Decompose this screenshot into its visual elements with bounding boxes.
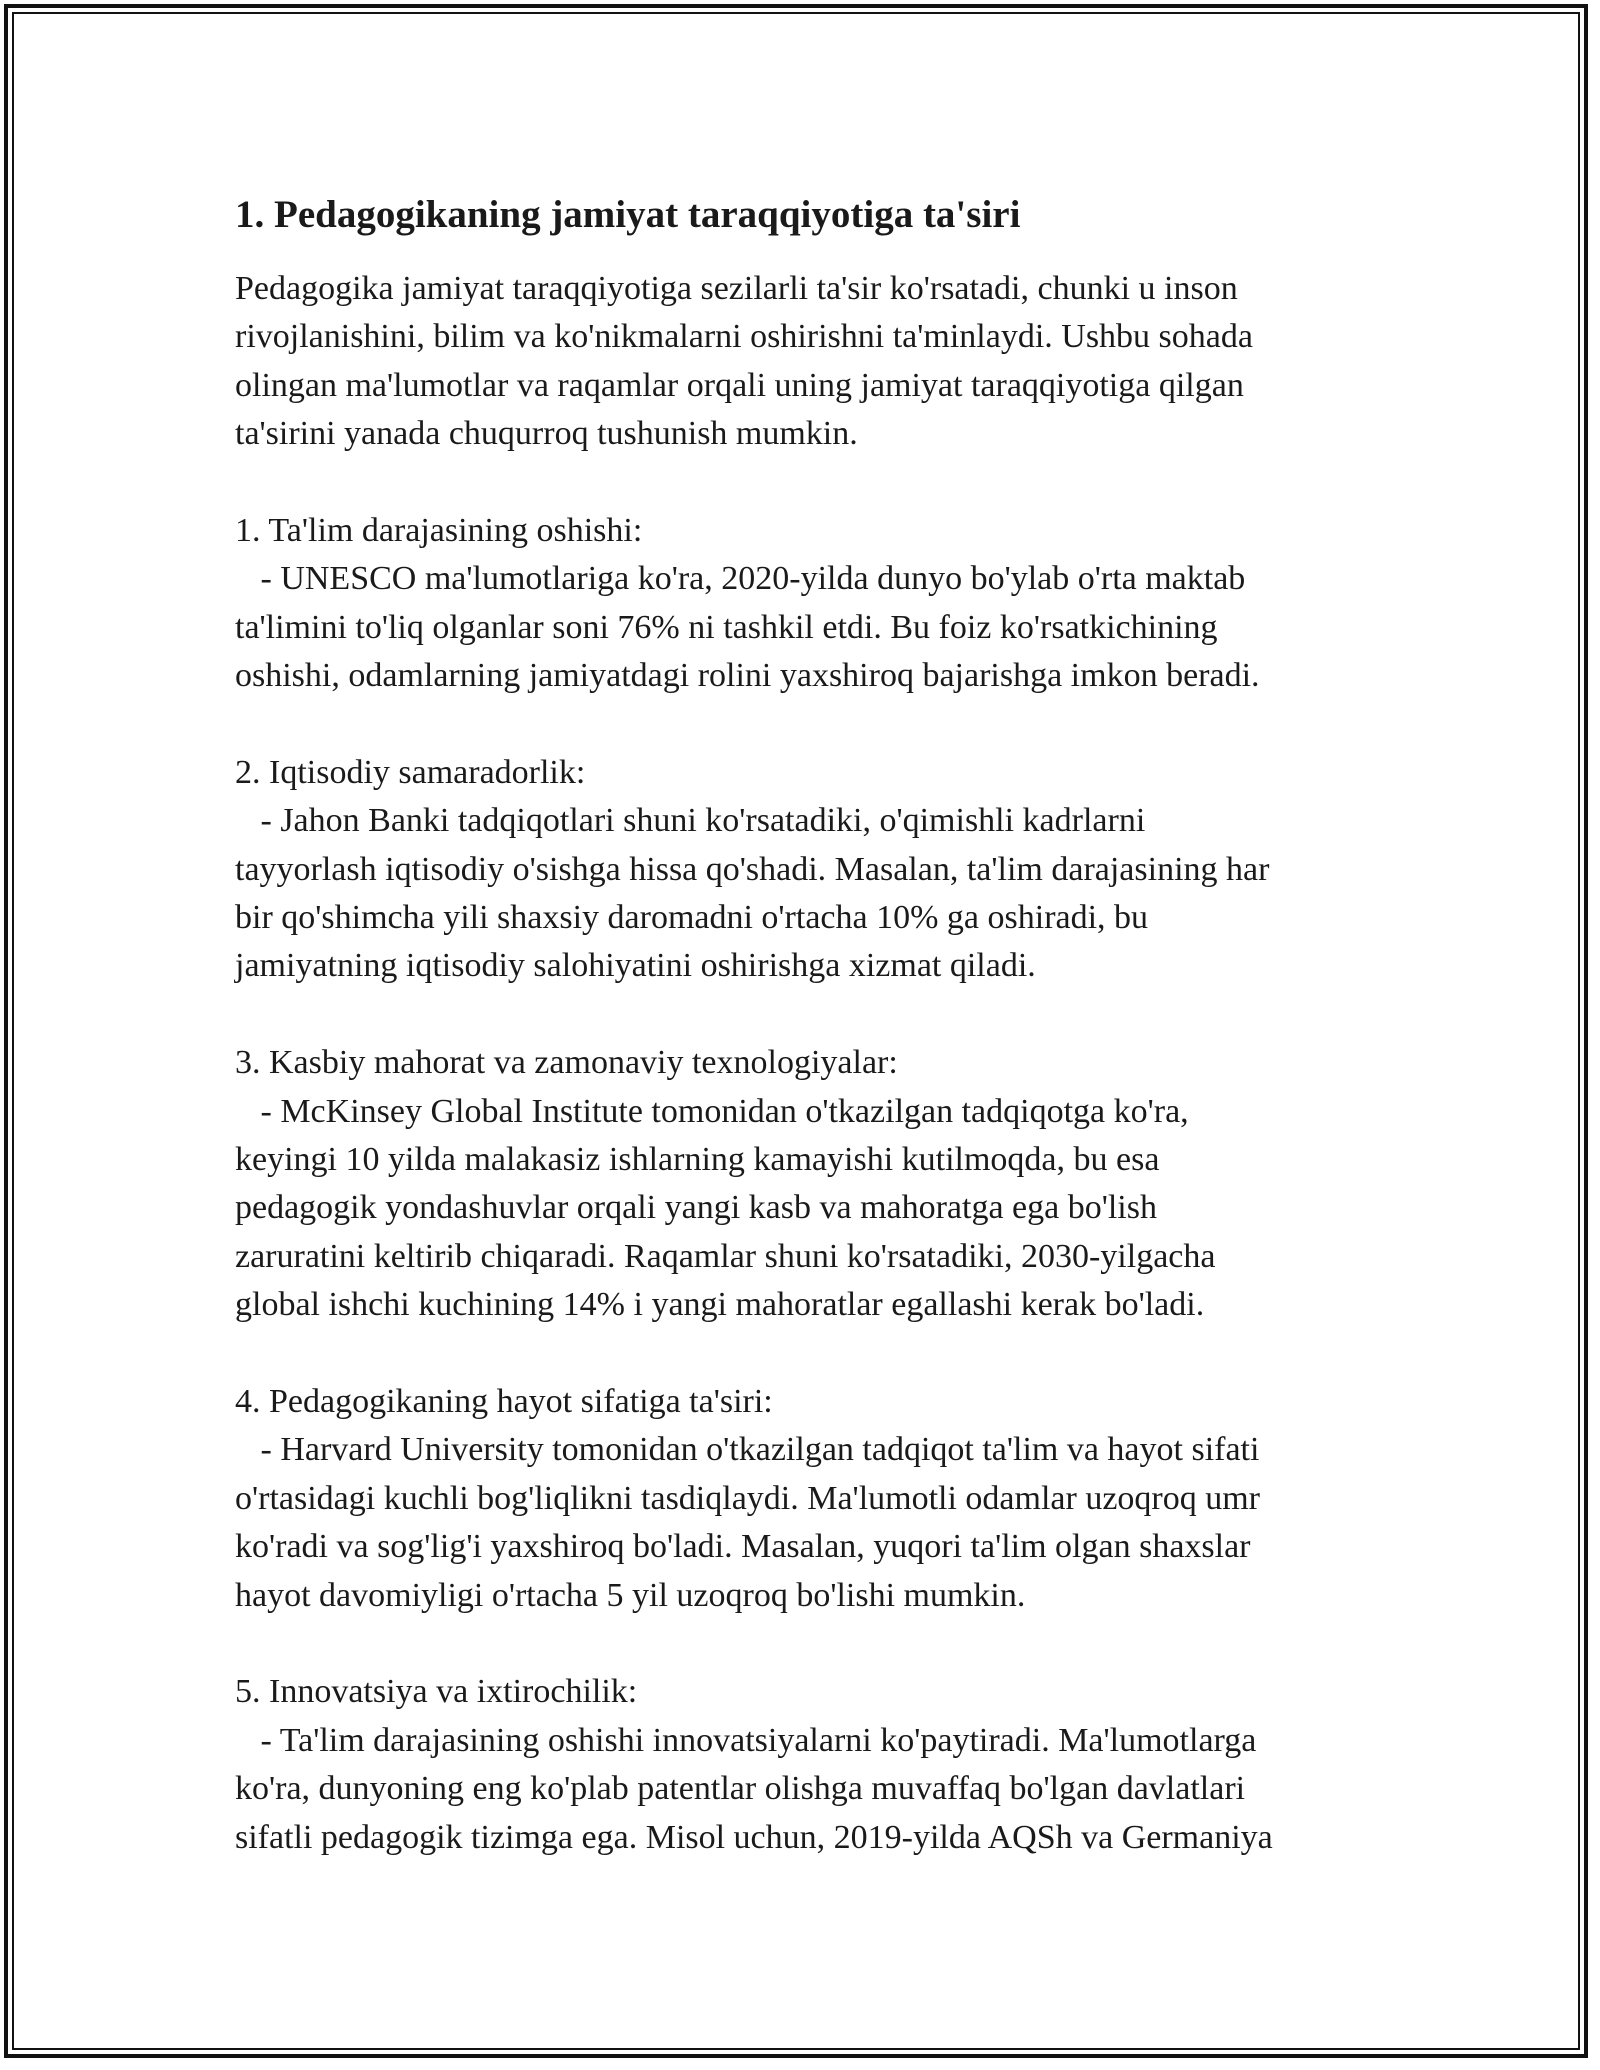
paragraph-gap [235,991,1375,1039]
intro-paragraph [235,265,1375,459]
section-line: jamiyatning iqtisodiy salohiyatini oshirishga xizmat qiladi. [235,947,1036,985]
section-heading: 2. Iqtisodiy samaradorlik: [235,753,586,791]
document-body [235,183,1375,1862]
section-quality-of-life [235,1378,1375,1620]
section-line: o'rtasidagi kuchli bog'liqlikni tasdiqlaydi. Ma'lumotli odamlar uzoqroq umr [235,1479,1260,1517]
section-line: sifatli pedagogik tizimga ega. Misol uchun, 2019-yilda AQSh va Germaniya [235,1818,1273,1856]
section-line: oshishi, odamlarning jamiyatdagi rolini yaxshiroq bajarishga imkon beradi. [235,657,1260,695]
paragraph-gap [235,701,1375,749]
intro-line: ta'sirini yanada chuqurroq tushunish mumkin. [235,415,858,453]
intro-line: rivojlanishini, bilim va ko'nikmalarni oshirishni ta'minlaydi. Ushbu sohada [235,318,1253,356]
section-line: - UNESCO ma'lumotlariga ko'ra, 2020-yilda dunyo bo'ylab o'rta maktab [235,560,1246,598]
section-heading: 3. Kasbiy mahorat va zamonaviy texnologiyalar: [235,1044,898,1082]
section-line: - Ta'lim darajasining oshishi innovatsiyalarni ko'paytiradi. Ma'lumotlarga [235,1721,1257,1759]
paragraph-gap [235,1330,1375,1378]
section-line: zaruratini keltirib chiqaradi. Raqamlar shuni ko'rsatadiki, 2030-yilgacha [235,1237,1216,1275]
section-line: - Jahon Banki tadqiqotlari shuni ko'rsatadiki, o'qimishli kadrlarni [235,802,1146,840]
paragraph-gap [235,1620,1375,1668]
section-professional-skills [235,1039,1375,1329]
section-line: ta'limini to'liq olganlar soni 76% ni tashkil etdi. Bu foiz ko'rsatkichining [235,608,1218,646]
intro-line: Pedagogika jamiyat taraqqiyotiga sezilarli ta'sir ko'rsatadi, chunki u inson [235,270,1238,307]
section-line: ko'ra, dunyoning eng ko'plab patentlar olishga muvaffaq bo'lgan davlatlari [235,1770,1246,1808]
section-line: ko'radi va sog'lig'i yaxshiroq bo'ladi. Masalan, yuqori ta'lim olgan shaxslar [235,1528,1251,1566]
section-heading: 5. Innovatsiya va ixtirochilik: [235,1673,638,1711]
section-line: bir qo'shimcha yili shaxsiy daromadni o'rtacha 10% ga oshiradi, bu [235,899,1149,937]
section-heading: 4. Pedagogikaning hayot sifatiga ta'siri: [235,1382,773,1420]
section-line: - Harvard University tomonidan o'tkazilgan tadqiqot ta'lim va hayot sifati [235,1431,1260,1469]
section-line: tayyorlash iqtisodiy o'sishga hissa qo'shadi. Masalan, ta'lim darajasining har [235,850,1270,888]
section-line: global ishchi kuchining 14% i yangi mahoratlar egallashi kerak bo'ladi. [235,1286,1205,1324]
section-economic-efficiency [235,749,1375,991]
section-line: pedagogik yondashuvlar orqali yangi kasb va mahoratga ega bo'lish [235,1189,1157,1227]
section-line: keyingi 10 yilda malakasiz ishlarning kamayishi kutilmoqda, bu esa [235,1141,1160,1179]
document-title: 1. Pedagogikaning jamiyat taraqqiyotiga ta'siri [235,193,1021,236]
paragraph-gap [235,459,1375,507]
section-heading: 1. Ta'lim darajasining oshishi: [235,511,643,549]
section-innovation [235,1668,1375,1862]
section-line: - McKinsey Global Institute tomonidan o'tkazilgan tadqiqotga ko'ra, [235,1092,1189,1130]
section-line: hayot davomiyligi o'rtacha 5 yil uzoqroq bo'lishi mumkin. [235,1576,1026,1614]
intro-line: olingan ma'lumotlar va raqamlar orqali uning jamiyat taraqqiyotiga qilgan [235,366,1244,404]
section-education-level [235,507,1375,701]
